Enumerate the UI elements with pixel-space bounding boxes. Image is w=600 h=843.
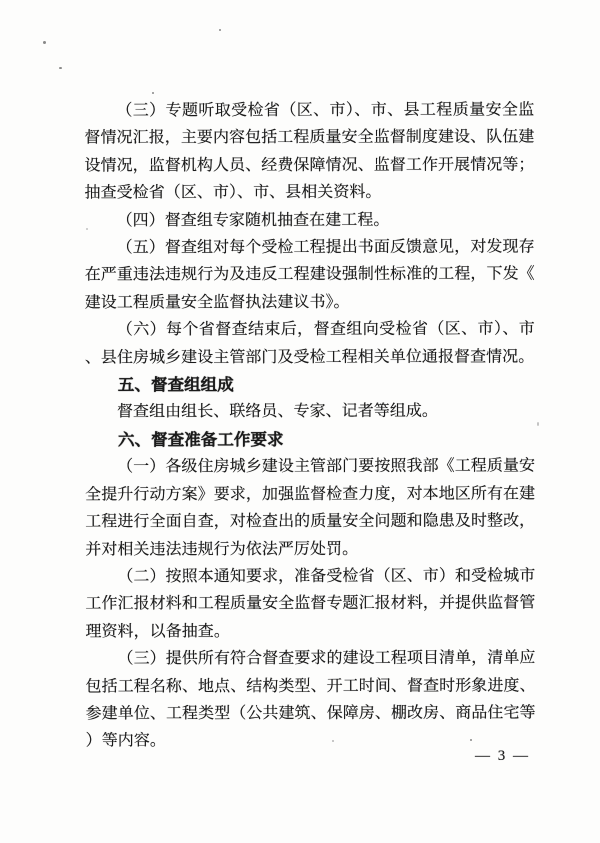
paragraph-item-4: （四）督查组专家随机抽查在建工程。 (116, 211, 390, 230)
paragraph-req-2: （二）按照本通知要求，准备受检省（区、市）和受检城市工作汇报材料和工程质量安全监督专题汇报材料，并提供监督管理资料，以备抽查。 (85, 567, 536, 641)
paragraph-item-6: （六）每个省督查结束后，督查组向受检省（区、市）、市、县住房城乡建设主管部门及受检工程相关单位通报督查情况。 (84, 320, 535, 367)
page-number: — 3 — (475, 748, 530, 764)
paragraph-req-3: （三）提供所有符合督查要求的建设工程项目清单，清单应包括工程名称、地点、结构类型、开工时间、督查时形象进度、参建单位、工程类型（公共建筑、保障房、棚改房、商品住宅等）等内容。 (85, 649, 536, 750)
scan-speck (59, 67, 62, 69)
scan-speck (470, 739, 472, 741)
section-heading-6: 六、督查准备工作要求 (118, 429, 284, 450)
scan-speck (86, 228, 88, 230)
section-heading-5: 五、督查组组成 (117, 375, 234, 395)
scan-speck (152, 92, 154, 94)
paragraph-req-1: （一）各级住房城乡建设主管部门要按照我部《工程质量安全提升行动方案》要求，加强监督检查力度，对本地区所有在建工程进行全面自查，对检查出的质量安全问题和隐患及时整改，并对相关违法违规行为依法严厉处罚。 (85, 457, 536, 558)
scan-speck (219, 29, 221, 31)
paragraph-item-3: （三）专题听取受检省（区、市）、市、县工程质量安全监督情况汇报，主要内容包括工程质量安全监督制度建设、队伍建设情况，监督机构人员、经费保障情况、监督工作开展情况等；抽查受检省（区、市）、市、县相关资料。 (84, 101, 535, 202)
scan-speck (332, 740, 334, 742)
scan-speck (537, 422, 539, 426)
document-body (84, 97, 535, 756)
scan-speck (43, 41, 46, 44)
paragraph-team-members: 督查组由组长、联络员、专家、记者等组成。 (116, 403, 439, 421)
paragraph-item-5: （五）督查组对每个受检工程提出书面反馈意见，对发现存在严重违法违规行为及违反工程建设强制性标准的工程，下发《建设工程质量安全监督执法建议书》。 (84, 238, 535, 312)
